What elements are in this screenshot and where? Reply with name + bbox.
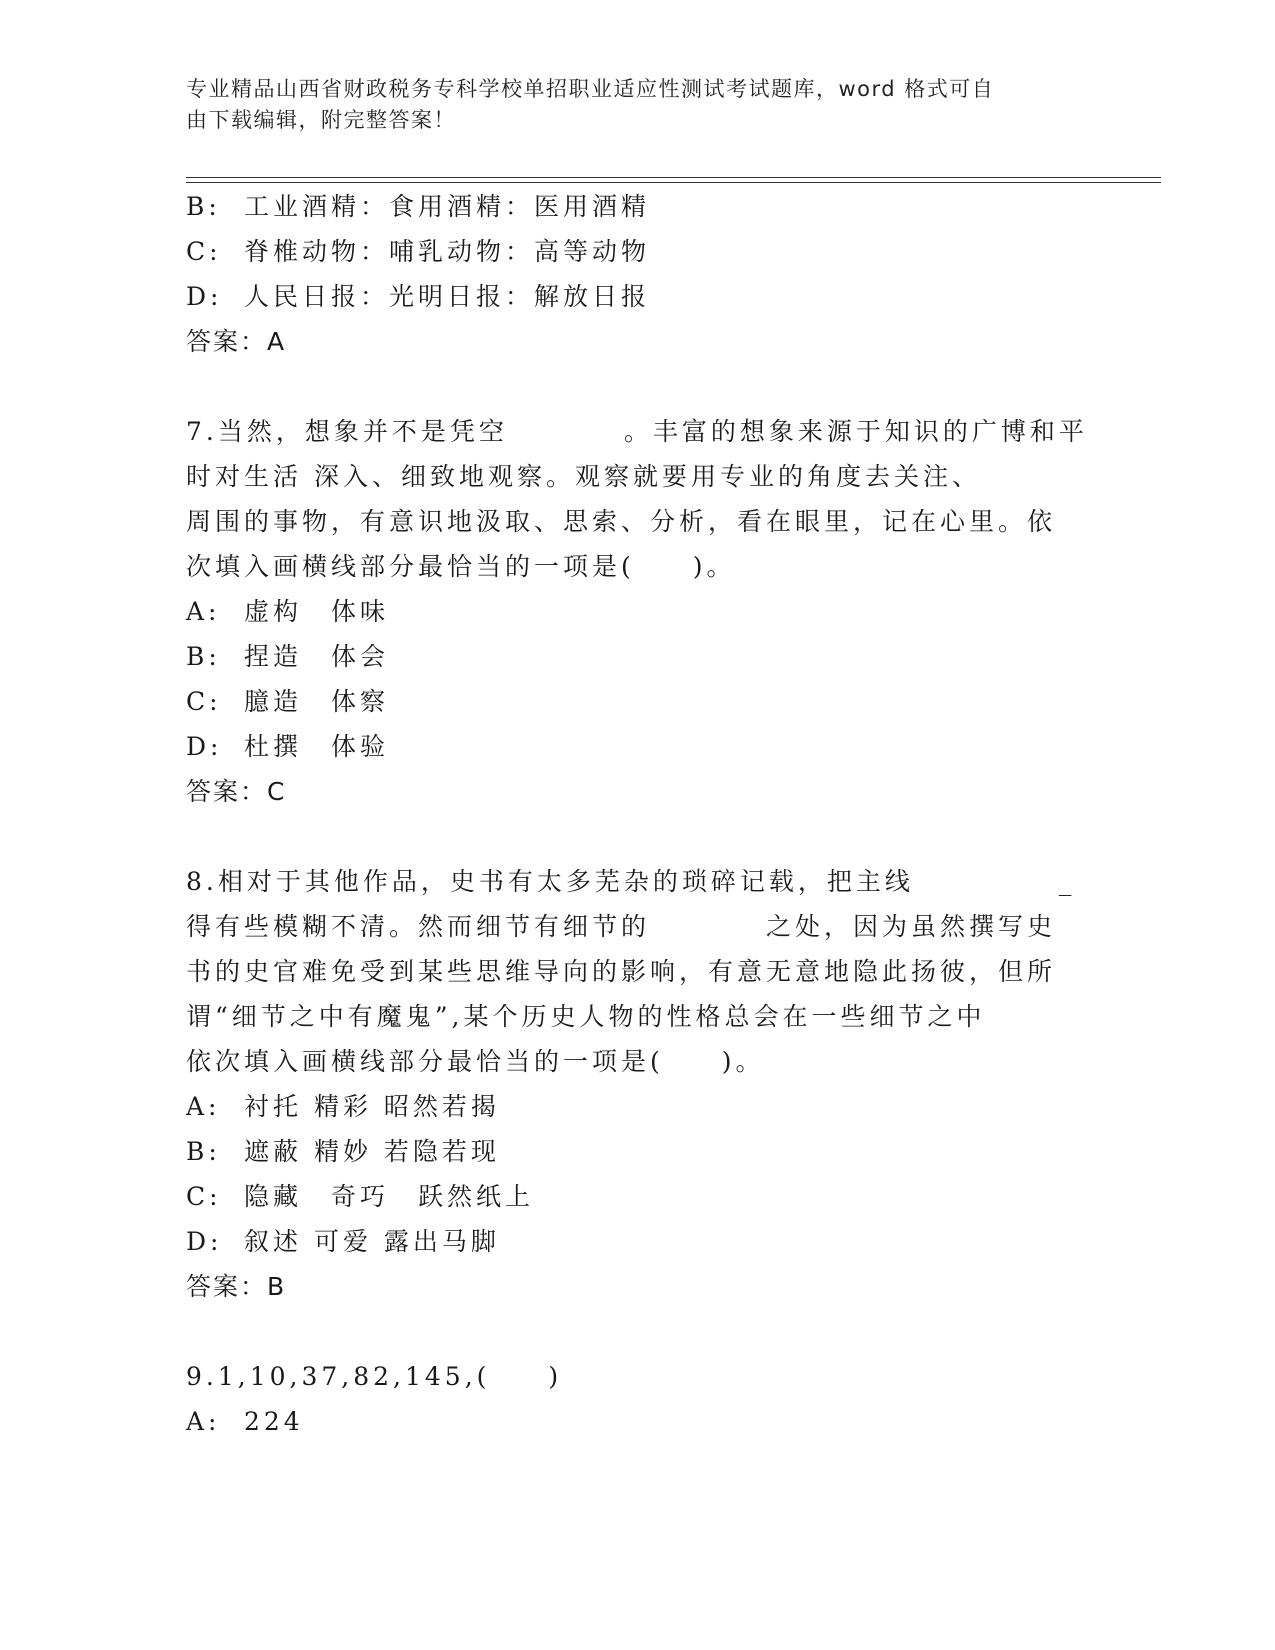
q9-stem-line-1: 9.1,10,37,82,145,( ) (186, 1362, 563, 1391)
q8-option-c (186, 1180, 534, 1214)
q7-option-d (186, 730, 389, 764)
q8-answer: 答案：B (186, 1272, 287, 1301)
q6-option-b-text: 工业酒精：食用酒精：医用酒精 (244, 192, 651, 221)
q7-option-b-text: 捏造 体会 (244, 642, 390, 671)
q6-option-b-letter: B: (186, 192, 221, 221)
q9-option-a (186, 1405, 304, 1439)
q8-option-a-text: 衬托 精彩 昭然若揭 (244, 1092, 500, 1121)
q7-stem-line-3: 周围的事物，有意识地汲取、思索、分析，看在眼里，记在心里。依 (186, 507, 1057, 536)
q8-option-a-letter: A: (186, 1092, 221, 1121)
q6-option-d (186, 280, 650, 314)
q8-stem-line-3: 书的史官难免受到某些思维导向的影响，有意无意地隐此扬彼，但所 (186, 957, 1057, 986)
q7-stem-line-2: 时对生活 深入、细致地观察。观察就要用专业的角度去关注、 (186, 462, 981, 491)
q7-answer: 答案：C (186, 777, 287, 806)
page-header (186, 74, 1066, 136)
q6-option-d-letter: D: (186, 282, 223, 311)
q8-option-a (186, 1090, 500, 1124)
q9-option-a-letter: A: (186, 1407, 221, 1436)
q8-option-b (186, 1135, 500, 1169)
q9-option-a-text: 224 (244, 1407, 304, 1436)
q7-option-d-text: 杜撰 体验 (244, 732, 390, 761)
q7-option-a (186, 595, 389, 629)
q6-option-c (186, 235, 650, 269)
q7-stem-line-4: 次填入画横线部分最恰当的一项是( )。 (186, 552, 736, 581)
q6-option-c-text: 脊椎动物：哺乳动物：高等动物 (244, 237, 651, 266)
q7-option-a-text: 虚构 体味 (244, 597, 390, 626)
q7-option-a-letter: A: (186, 597, 221, 626)
q7-option-c-letter: C: (186, 687, 222, 716)
q6-option-b (186, 190, 650, 224)
q8-stem-line-1: 8.相对于其他作品，史书有太多芜杂的琐碎记载，把主线 _ (186, 867, 1076, 896)
q7-option-c-text: 臆造 体察 (244, 687, 390, 716)
q8-stem-line-4: 谓“细节之中有魔鬼”,某个历史人物的性格总会在一些细节之中 (186, 1002, 986, 1031)
q6-option-c-letter: C: (186, 237, 222, 266)
q6-answer: 答案：A (186, 327, 287, 356)
header-divider-bottom (186, 182, 1161, 183)
q8-stem-line-5: 依次填入画横线部分最恰当的一项是( )。 (186, 1047, 765, 1076)
q8-option-c-text: 隐藏 奇巧 跃然纸上 (244, 1182, 535, 1211)
q8-stem-line-2: 得有些模糊不清。然而细节有细节的 之处，因为虽然撰写史 (186, 912, 1057, 941)
q7-option-c (186, 685, 389, 719)
q8-option-d-letter: D: (186, 1227, 223, 1256)
header-line-1: 专业精品山西省财政税务专科学校单招职业适应性测试考试题库，word 格式可自 (186, 77, 995, 101)
header-divider-top (186, 177, 1161, 178)
q8-option-d (186, 1225, 500, 1259)
q7-option-d-letter: D: (186, 732, 223, 761)
header-line-2: 由下载编辑，附完整答案！ (186, 108, 456, 132)
q8-option-b-text: 遮蔽 精妙 若隐若现 (244, 1137, 500, 1166)
q7-stem-line-1: 7.当然，想象并不是凭空 。丰富的想象来源于知识的广博和平 (186, 417, 1088, 446)
q8-option-c-letter: C: (186, 1182, 222, 1211)
q8-option-d-text: 叙述 可爱 露出马脚 (244, 1227, 500, 1256)
q7-option-b-letter: B: (186, 642, 221, 671)
q7-option-b (186, 640, 389, 674)
q8-option-b-letter: B: (186, 1137, 221, 1166)
q6-option-d-text: 人民日报：光明日报：解放日报 (244, 282, 651, 311)
